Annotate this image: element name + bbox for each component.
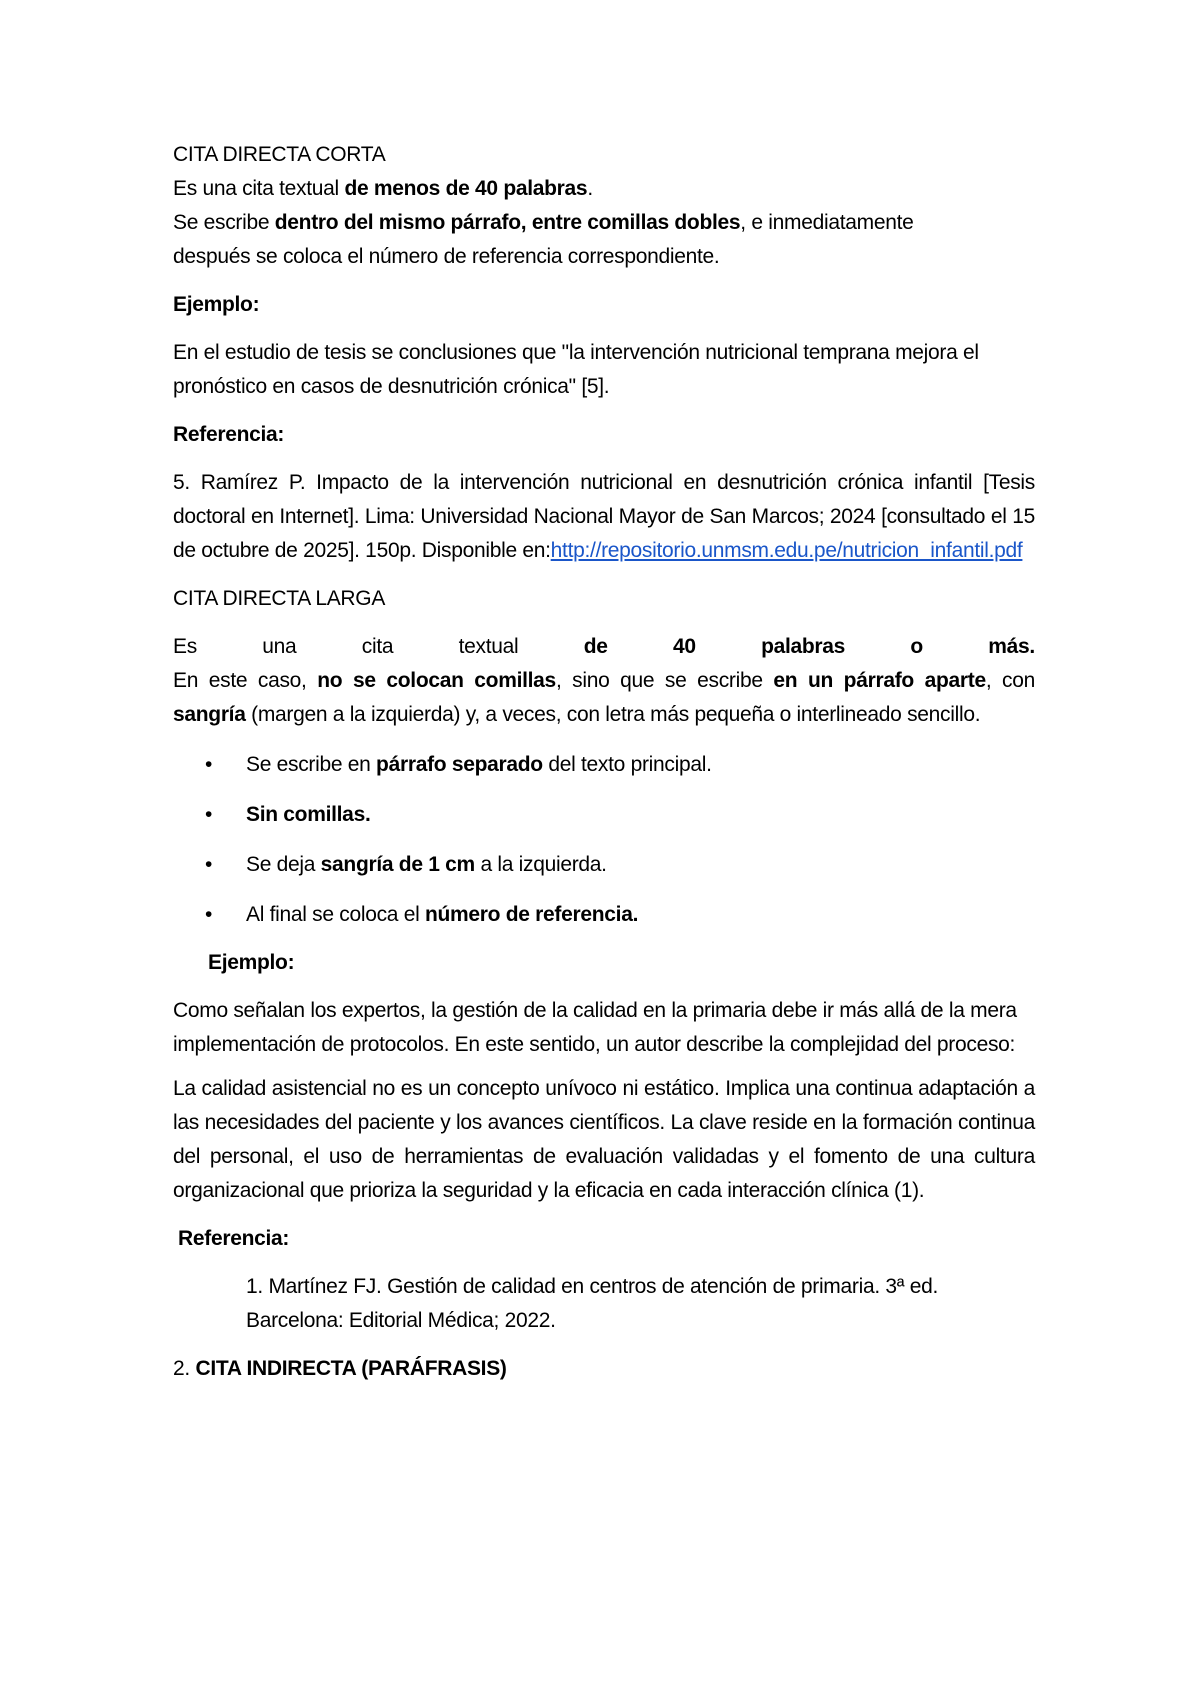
text: a la izquierda. — [474, 853, 607, 876]
definition-line — [173, 172, 1035, 206]
example-label: Ejemplo: — [173, 293, 260, 316]
reference-label: Referencia: — [178, 1227, 290, 1250]
reference-link[interactable]: http://repositorio.unmsm.edu.pe/nutricion_infantil.pdf — [550, 539, 1023, 562]
bold-text: dentro del mismo párrafo, entre comillas dobles — [274, 211, 741, 234]
text: En este caso, — [173, 669, 318, 692]
section-number: 2. — [173, 1357, 196, 1380]
list-item — [173, 898, 1035, 932]
example-label: Ejemplo: — [208, 951, 295, 974]
bold-text: párrafo separado — [376, 753, 543, 776]
long-quote: La calidad asistencial no es un concepto unívoco ni estático. Implica una continua adaptación a las necesidades del paciente y los avances científicos. La clave reside en la formación continua del personal, el uso de herramientas de evaluación validadas y el fomento de una cultura organizacional que prioriza la seguridad y la eficacia en cada interacción clínica (1). — [173, 1077, 1035, 1202]
reference-text: Martínez FJ. Gestión de calidad en centros de atención de primaria. 3ª ed. Barcelona: Editorial Médica; 2022. — [246, 1275, 939, 1332]
bold-text: no se colocan comillas — [317, 669, 556, 692]
text: , e inmediatamente — [740, 211, 914, 234]
bold-word: más. — [988, 635, 1035, 658]
example-text: En el estudio de tesis se conclusiones que "la intervención nutricional temprana mejora el pronóstico en casos de desnutrición crónica" [5]. — [173, 341, 979, 398]
rule-line-continued: después se coloca el número de referencia correspondiente. — [173, 245, 720, 268]
bold-word: 40 — [672, 635, 696, 658]
word: Es — [173, 635, 197, 658]
reference-entry — [173, 466, 1035, 568]
text: (margen a la izquierda) y, a veces, con letra más pequeña o interlineado sencillo. — [245, 703, 981, 726]
bold-text: de menos de 40 palabras — [344, 177, 588, 200]
word: textual — [458, 635, 519, 658]
document-body — [173, 138, 1035, 1386]
text: , con — [985, 669, 1035, 692]
example-intro: Como señalan los expertos, la gestión de la calidad en la primaria debe ir más allá de la mera implementación de protocolos. En este sentido, un autor describe la complejidad del proceso: — [173, 999, 1017, 1056]
text: , sino que se escribe — [555, 669, 774, 692]
bold-text: Sin comillas. — [246, 803, 371, 826]
word: una — [262, 635, 297, 658]
text: Es una cita textual — [173, 177, 345, 200]
reference-number: 1. — [246, 1275, 263, 1298]
reference-text: 5. Ramírez P. Impacto de la intervención nutricional en desnutrición crónica infantil [Tesis doctoral en Internet]. Lima: Universidad Nacional Mayor de San Marcos; 2024 [consultado el 15 de octubre de 2025]. 150p. Disponible en: — [173, 471, 1035, 562]
bold-word: o — [910, 635, 923, 658]
text: Se escribe — [173, 211, 275, 234]
word: cita — [361, 635, 394, 658]
bold-text: sangría de 1 cm — [320, 853, 475, 876]
section-title: CITA INDIRECTA (PARÁFRASIS) — [195, 1357, 507, 1380]
text: Al final se coloca el — [246, 903, 425, 926]
bold-word: de — [583, 635, 608, 658]
bold-text: en un párrafo aparte — [773, 669, 986, 692]
text: del texto principal. — [542, 753, 712, 776]
reference-label: Referencia: — [173, 423, 285, 446]
text: Se deja — [246, 853, 321, 876]
rules-list — [173, 748, 1035, 932]
list-item — [173, 798, 1035, 832]
explanation-paragraph — [173, 664, 1035, 732]
definition-line-spread — [173, 630, 1035, 664]
rule-line — [173, 206, 1035, 240]
bold-text: sangría — [173, 703, 246, 726]
section-heading-cita-directa-corta: CITA DIRECTA CORTA — [173, 143, 386, 166]
bold-text: número de referencia. — [425, 903, 639, 926]
section-heading-cita-indirecta — [173, 1352, 1035, 1386]
bold-word: palabras — [761, 635, 846, 658]
list-item — [173, 748, 1035, 782]
text: . — [587, 177, 593, 200]
text: Se escribe en — [246, 753, 377, 776]
reference-entry — [173, 1270, 1035, 1338]
section-heading-cita-directa-larga: CITA DIRECTA LARGA — [173, 587, 386, 610]
list-item — [173, 848, 1035, 882]
